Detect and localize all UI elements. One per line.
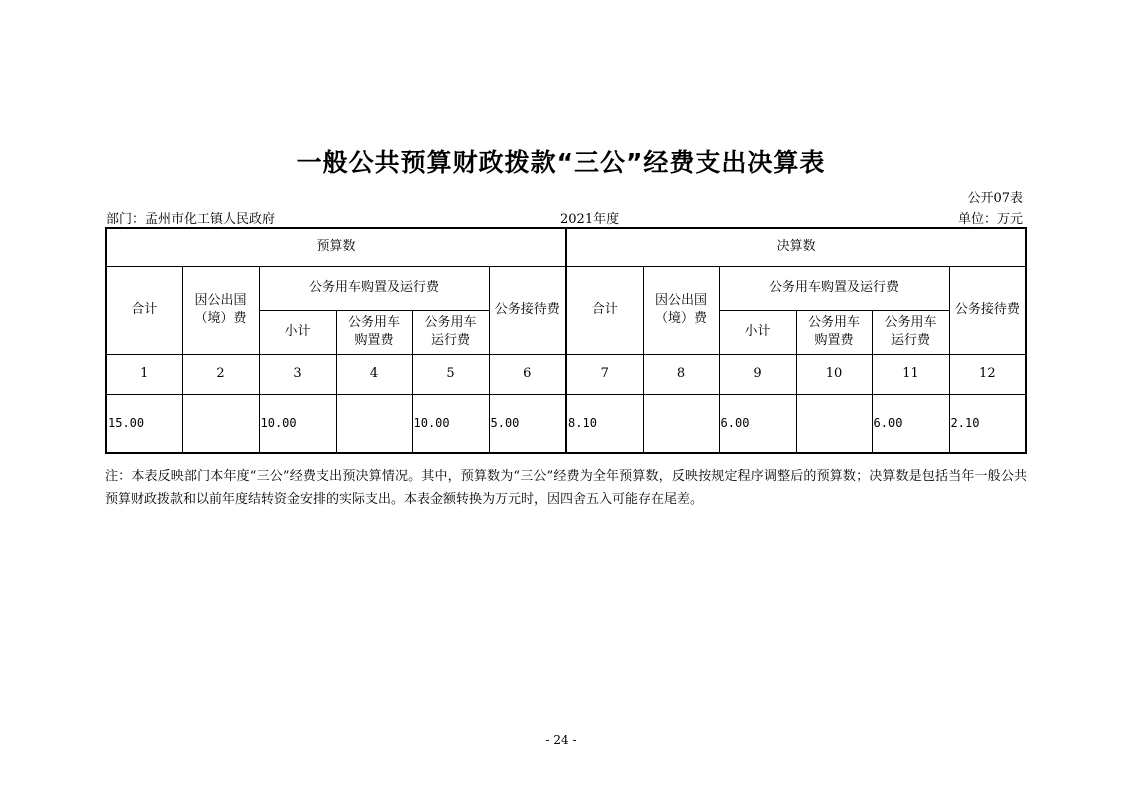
header-operation-line2: 运行费	[430, 333, 470, 348]
header-abroad	[643, 266, 719, 354]
unit-label: 单位：万元	[957, 212, 1023, 227]
page-number: - 24 -	[545, 733, 577, 747]
value-cell	[336, 394, 412, 453]
header-purchase-line1: 公务用车	[347, 315, 400, 330]
header-abroad-line2: （境）费	[655, 311, 708, 326]
value-cell: 10.00	[412, 394, 489, 453]
header-abroad	[182, 266, 259, 354]
header-abroad-line2: （境）费	[194, 311, 247, 326]
index-cell: 3	[259, 354, 336, 394]
header-purchase	[336, 310, 412, 354]
index-cell: 8	[643, 354, 719, 394]
index-cell: 6	[489, 354, 566, 394]
header-subtotal: 小计	[259, 310, 336, 354]
index-cell: 1	[106, 354, 182, 394]
form-code: 公开07表	[967, 191, 1023, 206]
index-cell: 2	[182, 354, 259, 394]
value-cell: 5.00	[489, 394, 566, 453]
header-subtotal: 小计	[719, 310, 796, 354]
value-cell: 15.00	[106, 394, 182, 453]
header-operation	[872, 310, 949, 354]
header-abroad-line1: 因公出国	[655, 293, 708, 308]
table-index-row	[106, 354, 1026, 394]
index-cell: 7	[566, 354, 643, 394]
header-operation-line2: 运行费	[891, 333, 931, 348]
header-operation-line1: 公务用车	[884, 315, 937, 330]
header-vehicle: 公务用车购置及运行费	[719, 266, 949, 310]
table-header-row-1	[106, 266, 1026, 310]
index-cell: 9	[719, 354, 796, 394]
expense-table	[105, 227, 1027, 454]
value-cell: 6.00	[872, 394, 949, 453]
header-total: 合计	[106, 266, 182, 354]
value-cell	[643, 394, 719, 453]
table-value-row	[106, 394, 1026, 453]
header-final: 决算数	[566, 228, 1026, 266]
index-cell: 12	[949, 354, 1026, 394]
header-operation-line1: 公务用车	[424, 315, 477, 330]
header-total: 合计	[566, 266, 643, 354]
value-cell: 8.10	[566, 394, 643, 453]
page-title: 一般公共预算财政拨款“三公”经费支出决算表	[296, 148, 826, 177]
header-purchase	[796, 310, 872, 354]
index-cell: 4	[336, 354, 412, 394]
header-vehicle: 公务用车购置及运行费	[259, 266, 489, 310]
value-cell: 6.00	[719, 394, 796, 453]
header-budget: 预算数	[106, 228, 566, 266]
value-cell	[182, 394, 259, 453]
header-abroad-line1: 因公出国	[194, 293, 247, 308]
header-purchase-line1: 公务用车	[808, 315, 861, 330]
value-cell: 10.00	[259, 394, 336, 453]
index-cell: 5	[412, 354, 489, 394]
index-cell: 10	[796, 354, 872, 394]
year-label: 2021年度	[560, 212, 620, 227]
table-note: 注：本表反映部门本年度“三公”经费支出预决算情况。其中，预算数为“三公”经费为全年预算数，反映按规定程序调整后的预算数；决算数是包括当年一般公共预算财政拨款和以前年度结转资金安排的实际支出。本表金额转换为万元时，因四舍五入可能存在尾差。	[105, 469, 1027, 507]
table-group-header-row	[106, 228, 1026, 266]
header-reception: 公务接待费	[949, 266, 1026, 354]
header-purchase-line2: 购置费	[814, 333, 854, 348]
value-cell: 2.10	[949, 394, 1026, 453]
header-purchase-line2: 购置费	[354, 333, 394, 348]
header-operation	[412, 310, 489, 354]
index-cell: 11	[872, 354, 949, 394]
header-reception: 公务接待费	[489, 266, 566, 354]
value-cell	[796, 394, 872, 453]
department-label: 部门：孟州市化工镇人民政府	[106, 212, 276, 227]
